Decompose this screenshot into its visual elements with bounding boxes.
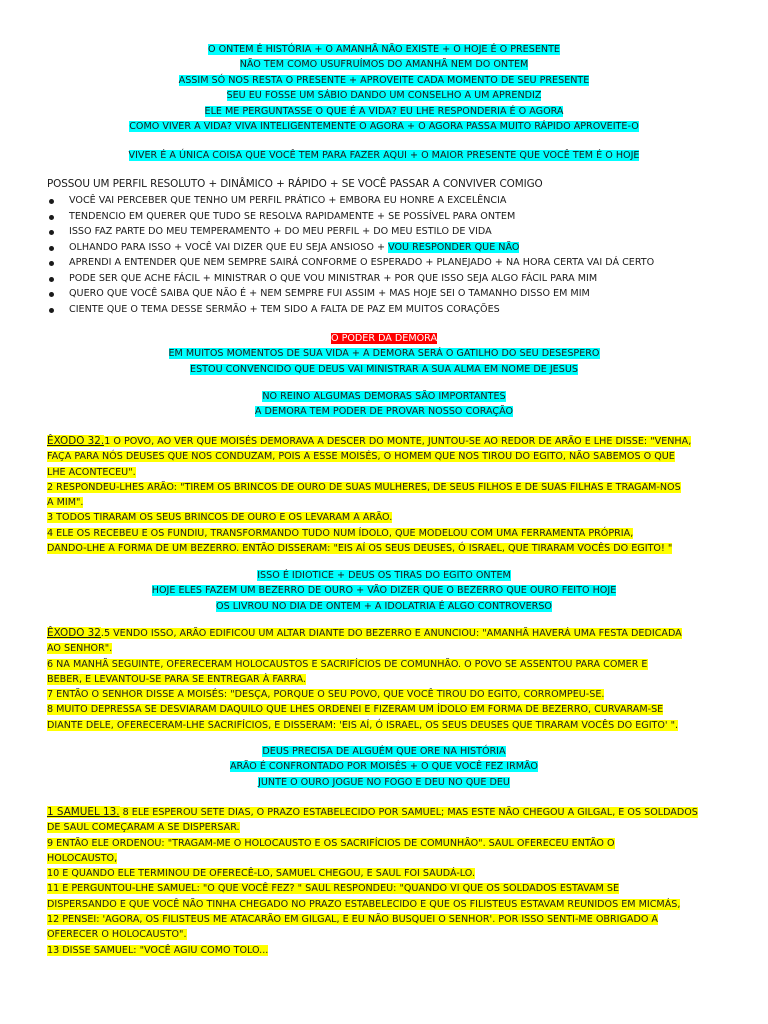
pray-line: ARÃO É CONFRONTADO POR MOISÉS + O QUE VOCÊ FEZ IRMÃO — [229, 761, 538, 773]
scripture-reference: ÊXODO 32. — [47, 435, 105, 447]
pray-line: JUNTE O OURO JOGUE NO FOGO E DEU NO QUE DEU — [258, 776, 510, 788]
bullet-text: QUERO QUE VOCÊ SAIBA QUE NÃO É + NEM SEMPRE FUI ASSIM + MAS HOJE SEI O TAMANHO DISSO EM MIM — [69, 288, 590, 299]
exodus-passage-1 — [47, 434, 721, 556]
passage-line: 8 MUITO DEPRESSA SE DESVIARAM DAQUILO QUE LHES ORDENEI E FIZERAM UM ÍDOLO EM FORMA DE BEZERRO, CURVARAM-SE — [47, 704, 664, 716]
idiocy-line: ISSO É IDIOTICE + DEUS OS TIRAS DO EGITO ONTEM — [257, 570, 511, 581]
bullet-icon — [49, 246, 54, 251]
intro-line: COMO VIVER A VIDA? VIVA INTELIGENTEMENTE O AGORA + O AGORA PASSA MUITO RÁPIDO APROVEITE-O — [129, 120, 639, 132]
bullet-icon — [49, 277, 54, 282]
scripture-reference: ÊXODO 32 — [47, 627, 101, 639]
bullet-icon — [49, 230, 54, 235]
passage-line: 13 DISSE SAMUEL: "VOCÊ AGIU COMO TOLO... — [47, 944, 269, 956]
power-line: ESTOU CONVENCIDO QUE DEUS VAI MINISTRAR A SUA ALMA EM NOME DE JESUS — [190, 363, 578, 375]
passage-line: .5 VENDO ISSO, ARÃO EDIFICOU UM ALTAR DIANTE DO BEZERRO E ANUNCIOU: "AMANHÃ HAVERÁ UMA FESTA DEDICADA — [100, 628, 682, 639]
bullet-text: ISSO FAZ PARTE DO MEU TEMPERAMENTO + DO MEU PERFIL + DO MEU ESTILO DE VIDA — [69, 226, 492, 237]
profile-heading: POSSOU UM PERFIL RESOLUTO + DINÂMICO + RÁPIDO + SE VOCÊ PASSAR A CONVIVER COMIGO — [47, 178, 543, 190]
pray-block — [0, 744, 768, 790]
passage-line: BEBER, E LEVANTOU-SE PARA SE ENTREGAR À FARRA. — [47, 673, 306, 685]
list-item — [47, 193, 727, 209]
passage-line: FAÇA PARA NÓS DEUSES QUE NOS CONDUZAM, POIS A ESSE MOISÉS, O HOMEM QUE NOS TIROU DO EGITO, NÃO SABEMOS O QUE — [47, 451, 675, 463]
passage-line: 2 RESPONDEU-LHES ARÃO: "TIREM OS BRINCOS DE OURO DE SUAS MULHERES, DE SEUS FILHOS E DE SUAS FILHAS E TRAGAM-NOS — [47, 481, 681, 493]
bullet-icon — [49, 292, 54, 297]
passage-line: A MIM". — [47, 497, 84, 509]
intro-line: SEU EU FOSSE UM SÁBIO DANDO UM CONSELHO A UM APRENDIZ — [226, 90, 542, 102]
passage-line: HOLOCAUSTO, — [47, 852, 118, 864]
passage-line: DE SAUL COMEÇARAM A SE DISPERSAR. — [47, 822, 240, 834]
passage-line: 6 NA MANHÃ SEGUINTE, OFERECERAM HOLOCAUSTOS E SACRIFÍCIOS DE COMUNHÃO. O POVO SE ASSENTOU PARA COMER E — [47, 658, 648, 670]
passage-line: DISPERSANDO E QUE VOCÊ NÃO TINHA CHEGADO NO PRAZO ESTABELECIDO E QUE OS FILISTEUS ESTAVAM REUNIDOS EM MICMÁS, — [47, 898, 681, 910]
bullet-icon — [49, 215, 54, 220]
passage-line: 3 TODOS TIRARAM OS SEUS BRINCOS DE OURO E OS LEVARAM A ARÃO. — [47, 512, 393, 524]
intro-line: ASSIM SÓ NOS RESTA O PRESENTE + APROVEITE CADA MOMENTO DE SEU PRESENTE — [178, 74, 590, 86]
passage-line: 10 E QUANDO ELE TERMINOU DE OFERECÊ-LO, SAMUEL CHEGOU, E SAUL FOI SAUDÁ-LO. — [47, 868, 475, 880]
list-item — [47, 255, 727, 271]
bullet-text: CIENTE QUE O TEMA DESSE SERMÃO + TEM SIDO A FALTA DE PAZ EM MUITOS CORAÇÕES — [69, 303, 500, 315]
list-item — [47, 302, 727, 318]
bullet-icon — [49, 308, 54, 313]
passage-line: 8 ELE ESPEROU SETE DIAS, O PRAZO ESTABELECIDO POR SAMUEL; MAS ESTE NÃO CHEGOU A GILGAL, E OS SOLDADOS — [119, 807, 698, 818]
passage-line: 1 O POVO, AO VER QUE MOISÉS DEMORAVA A DESCER DO MONTE, JUNTOU-SE AO REDOR DE ARÃO E LHE DISSE: "VENHA, — [104, 436, 692, 447]
list-item — [47, 209, 727, 225]
bullet-text: OLHANDO PARA ISSO + VOCÊ VAI DIZER QUE EU SEJA ANSIOSO + — [69, 241, 389, 253]
power-block — [0, 331, 768, 377]
bullet-text: PODE SER QUE ACHE FÁCIL + MINISTRAR O QUE VOU MINISTRAR + POR QUE ISSO SEJA ALGO FÁCIL PARA MIM — [69, 272, 598, 284]
passage-line: DANDO-LHE A FORMA DE UM BEZERRO. ENTÃO DISSERAM: "EIS AÍ OS SEUS DEUSES, Ó ISRAEL, QUE TIRARAM VOCÊS DO EGITO! " — [47, 543, 673, 555]
passage-line: AO SENHOR". — [47, 643, 113, 655]
bullet-icon — [49, 199, 54, 204]
intro-block — [0, 42, 768, 134]
samuel-passage — [47, 805, 721, 958]
passage-line: 9 ENTÃO ELE ORDENOU: "TRAGAM-ME O HOLOCAUSTO E OS SACRIFÍCIOS DE COMUNHÃO". SAUL OFERECEU ENTÃO O — [47, 837, 615, 849]
bullet-text: TENDENCIO EM QUERER QUE TUDO SE RESOLVA RAPIDAMENTE + SE POSSÍVEL PARA ONTEM — [69, 210, 516, 222]
list-item — [47, 240, 727, 256]
kingdom-line: A DEMORA TEM PODER DE PROVAR NOSSO CORAÇÃO — [254, 406, 514, 418]
intro-line: ELE ME PERGUNTASSE O QUE É A VIDA? EU LHE RESPONDERIA É O AGORA — [204, 105, 564, 117]
intro2-line: VIVER É A ÚNICA COISA QUE VOCÊ TEM PARA FAZER AQUI + O MAIOR PRESENTE QUE VOCÊ TEM É O HOJE — [128, 150, 640, 161]
idiocy-line: OS LIVROU NO DIA DE ONTEM + A IDOLATRIA É ALGO CONTROVERSO — [216, 600, 552, 612]
power-title: O PODER DA DEMORA — [330, 333, 438, 344]
intro-line: NÃO TEM COMO USUFRUÍMOS DO AMANHÃ NEM DO ONTEM — [239, 59, 529, 71]
list-item — [47, 286, 727, 302]
passage-line: 12 PENSEI: 'AGORA, OS FILISTEUS ME ATACARÃO EM GILGAL, E EU NÃO BUSQUEI O SENHOR'. POR ISSO SENTI-ME OBRIGADO A — [47, 914, 658, 926]
passage-line: 11 E PERGUNTOU-LHE SAMUEL: "O QUE VOCÊ FEZ? " SAUL RESPONDEU: "QUANDO VI QUE OS SOLDADOS ESTAVAM SE — [47, 883, 620, 895]
kingdom-line: NO REINO ALGUMAS DEMORAS SÃO IMPORTANTES — [262, 391, 506, 402]
bullet-icon — [49, 261, 54, 266]
idiocy-line: HOJE ELES FAZEM UM BEZERRO DE OURO + VÃO DIZER QUE O BEZERRO QUE OURO FEITO HOJE — [151, 585, 617, 597]
power-line: EM MUITOS MOMENTOS DE SUA VIDA + A DEMORA SERÁ O GATILHO DO SEU DESESPERO — [168, 348, 600, 360]
bullet-text: VOCÊ VAI PERCEBER QUE TENHO UM PERFIL PRÁTICO + EMBORA EU HONRE A EXCELÊNCIA — [69, 195, 507, 206]
bullet-text: APRENDI A ENTENDER QUE NEM SEMPRE SAIRÁ CONFORME O ESPERADO + PLANEJADO + NA HORA CERTA VAI DÁ CERTO — [69, 257, 655, 268]
passage-line: 7 ENTÃO O SENHOR DISSE A MOISÉS: "DESÇA, PORQUE O SEU POVO, QUE VOCÊ TIROU DO EGITO, CORROMPEU-SE. — [47, 689, 605, 701]
list-item — [47, 271, 727, 287]
passage-line: DIANTE DELE, OFERECERAM-LHE SACRIFÍCIOS, E DISSERAM: 'EIS AÍ, Ó ISRAEL, OS SEUS DEUSES QUE TIRARAM VOCÊS DO EGITO' ". — [47, 719, 679, 731]
exodus-passage-2 — [47, 626, 721, 733]
kingdom-block — [0, 389, 768, 420]
intro-line: O ONTEM É HISTÓRIA + O AMANHÃ NÃO EXISTE + O HOJE É O PRESENTE — [207, 44, 560, 55]
bullet-list — [47, 193, 727, 317]
scripture-reference: 1 SAMUEL 13. — [47, 806, 120, 818]
passage-line: OFERECER O HOLOCAUSTO". — [47, 929, 187, 941]
passage-line: LHE ACONTECEU". — [47, 466, 136, 478]
idiocy-block — [0, 568, 768, 614]
passage-line: 4 ELE OS RECEBEU E OS FUNDIU, TRANSFORMANDO TUDO NUM ÍDOLO, QUE MODELOU COM UMA FERRAMENTA PRÓPRIA, — [47, 527, 634, 539]
list-item — [47, 224, 727, 240]
bullet-highlight: VOU RESPONDER QUE NÃO — [388, 241, 520, 253]
intro2-block — [0, 148, 768, 163]
pray-line: DEUS PRECISA DE ALGUÉM QUE ORE NA HISTÓRIA — [262, 746, 506, 757]
